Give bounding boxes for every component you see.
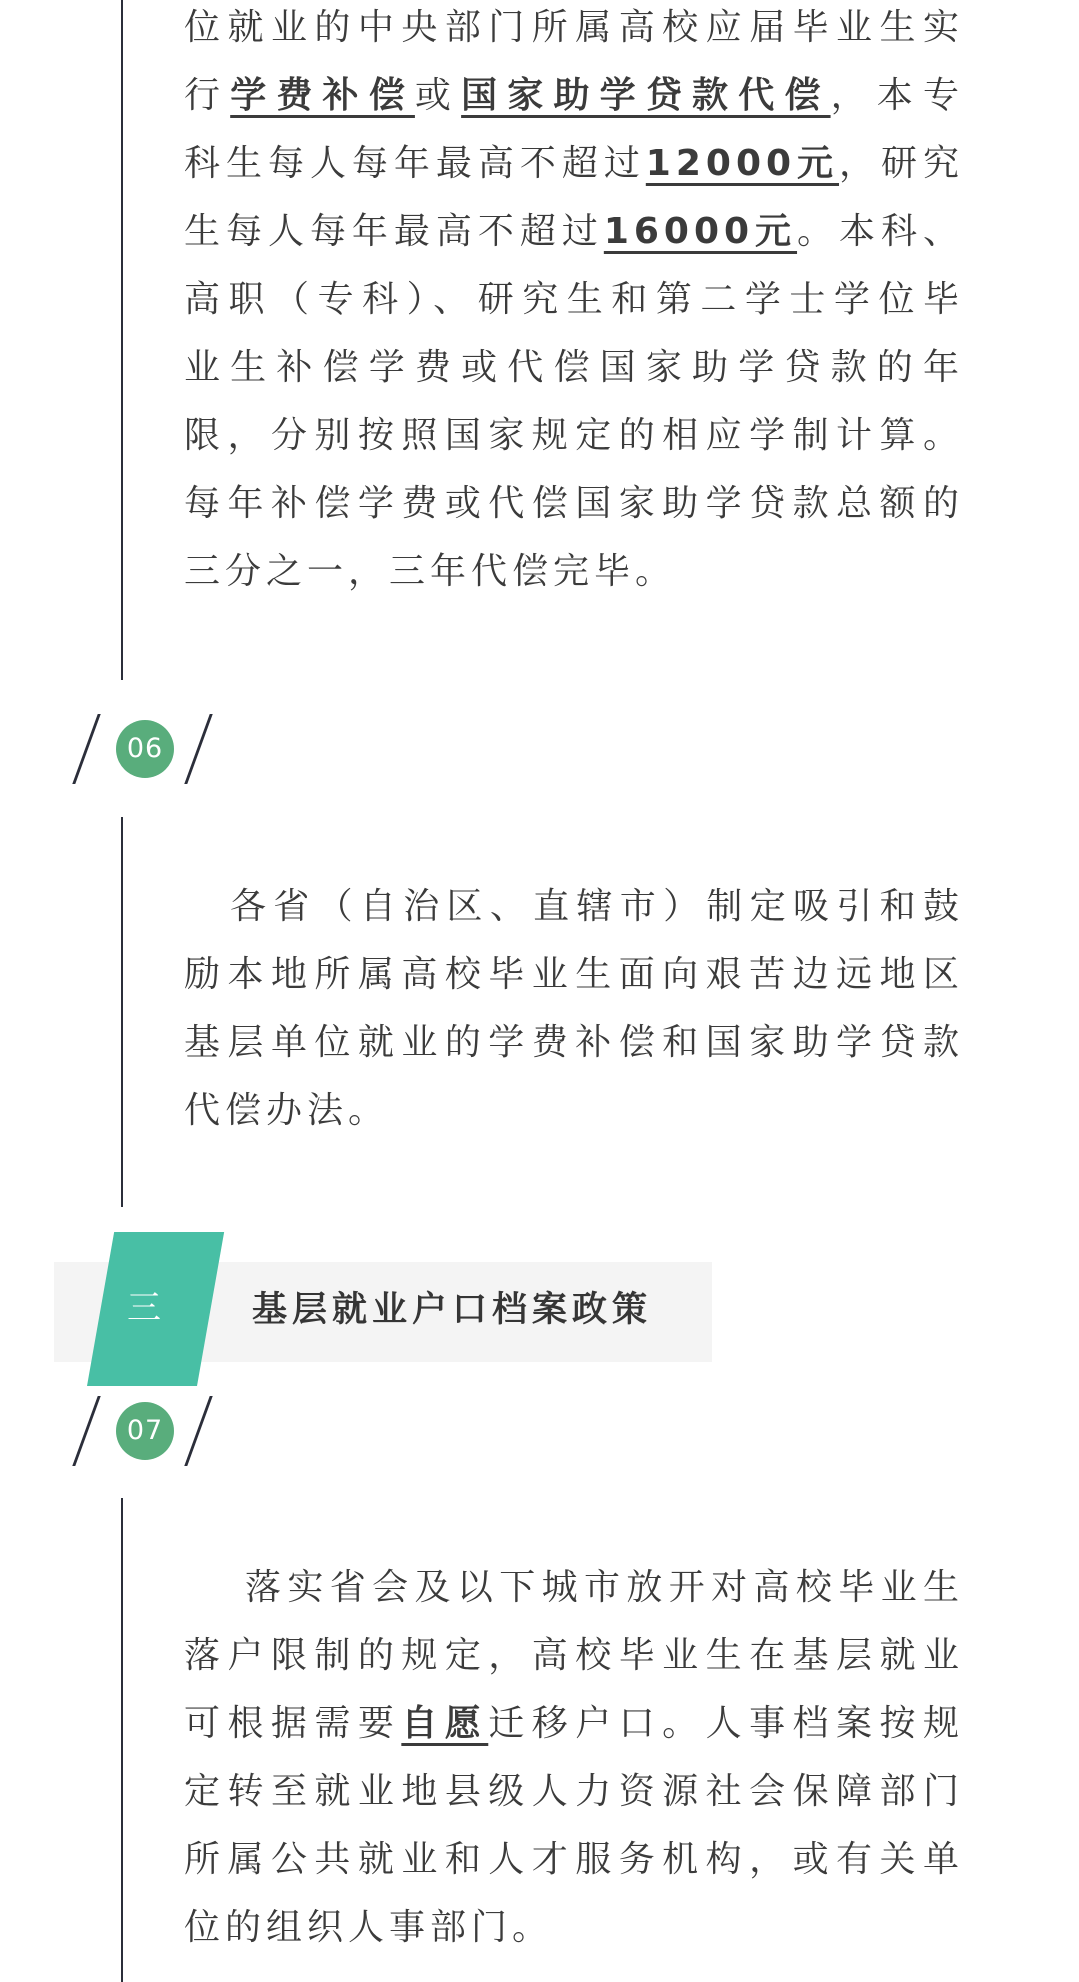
paragraph-tuition-compensation	[184, 0, 964, 606]
slash-left	[72, 1396, 100, 1466]
text-line: 位就业的中央部门所属高校应届毕业生实	[184, 7, 964, 48]
item-marker-07	[70, 1396, 220, 1468]
text-span: 可根据需要	[184, 1703, 402, 1744]
text-line: 业生补偿学费或代偿国家助学贷款的年	[184, 347, 964, 388]
text-line: 定转至就业地县级人力资源社会保障部门	[184, 1771, 964, 1812]
text-line: 各省（自治区、直辖市）制定吸引和鼓	[230, 886, 964, 927]
text-line	[184, 1690, 964, 1758]
text-span: 。本科、	[797, 211, 964, 252]
text-line: 位的组织人事部门。	[184, 1907, 554, 1948]
item-marker-06	[70, 714, 220, 786]
slash-right	[184, 1396, 212, 1466]
slash-right	[184, 714, 212, 784]
text-line	[184, 62, 964, 130]
text-line	[184, 198, 964, 266]
text-span: ，研究	[839, 143, 964, 184]
text-line: 所属公共就业和人才服务机构，或有关单	[184, 1839, 964, 1880]
bold-amount-undergrad: 12000元	[645, 143, 840, 184]
text-line: 代偿办法。	[184, 1090, 390, 1131]
text-line	[184, 130, 964, 198]
paragraph-provincial-policy	[184, 873, 964, 1145]
text-span: 或	[414, 75, 462, 116]
text-line: 落实省会及以下城市放开对高校毕业生	[245, 1567, 964, 1608]
text-line: 三分之一，三年代偿完毕。	[184, 551, 677, 592]
bold-term-voluntary: 自愿	[401, 1703, 489, 1744]
text-line: 落户限制的规定，高校毕业生在基层就业	[184, 1635, 964, 1676]
paragraph-household-registration	[184, 1554, 964, 1962]
slash-left	[72, 714, 100, 784]
section-header	[54, 1232, 714, 1392]
text-line: 每年补偿学费或代偿国家助学贷款总额的	[184, 483, 964, 524]
text-span: 迁移户口。人事档案按规	[488, 1703, 964, 1744]
text-line: 基层单位就业的学费补偿和国家助学贷款	[184, 1022, 964, 1063]
text-span: 生每人每年最高不超过	[184, 211, 604, 252]
bold-term-tuition-compensation: 学费补偿	[230, 75, 415, 116]
text-line: 限，分别按照国家规定的相应学制计算。	[184, 415, 964, 456]
bold-term-loan-repayment: 国家助学贷款代偿	[461, 75, 831, 116]
timeline-line-2	[121, 817, 123, 1207]
text-span: 行	[184, 75, 231, 116]
text-span: 科生每人每年最高不超过	[184, 143, 646, 184]
text-line: 励本地所属高校毕业生面向艰苦边远地区	[184, 954, 964, 995]
bold-amount-graduate: 16000元	[603, 211, 798, 252]
timeline-line-1	[121, 0, 123, 680]
timeline-line-3	[121, 1498, 123, 1982]
item-number-badge: 07	[116, 1402, 174, 1460]
item-number-badge: 06	[116, 720, 174, 778]
text-span: ，本专	[830, 75, 964, 116]
section-title: 基层就业户口档案政策	[252, 1290, 653, 1330]
text-line: 高职（专科）、研究生和第二学士学位毕	[184, 279, 964, 320]
section-number: 三	[127, 1288, 161, 1328]
